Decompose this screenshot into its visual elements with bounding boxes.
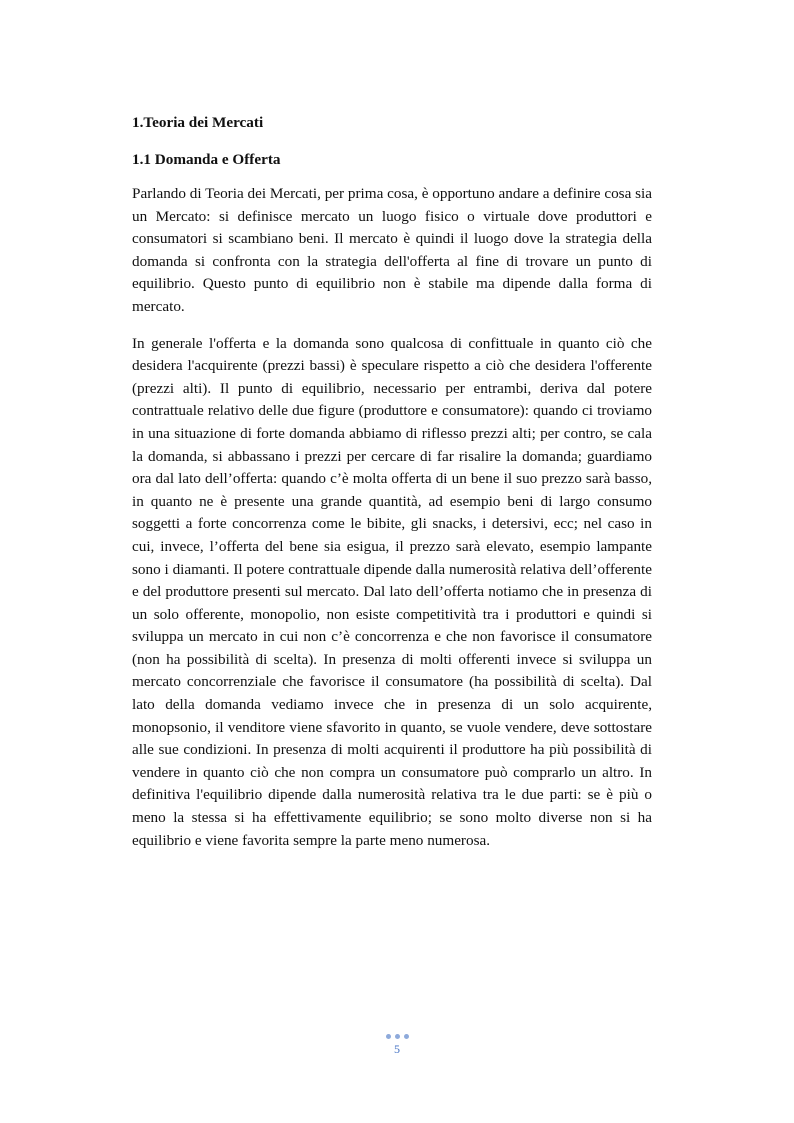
page-footer <box>0 1032 794 1057</box>
footer-dots-icon <box>0 1032 794 1040</box>
section-title: 1.1 Domanda e Offerta <box>132 151 281 168</box>
paragraph-2: In generale l'offerta e la domanda sono qualcosa di confittuale in quanto ciò che desidera l'acquirente (prezzi bassi) è speculare rispetto a ciò che desidera l'offerente (prezzi alti). Il punto di equilibrio, necessario per entrambi, deriva dal potere contrattuale relativo delle due figure (produttore e consumatore): quando ci troviamo in una situazione di forte domanda abbiamo di riflesso prezzi alti; per contro, se cala la domanda, si abbassano i prezzi per cercare di far risalire la domanda; guardiamo ora dal lato dell’offerta: quando c’è molta offerta di un bene il suo prezzo sarà basso, in quanto ne è presente una grande quantità, ad esempio beni di largo consumo soggetti a forte concorrenza come le bibite, gli snacks, i detersivi, ecc; nel caso in cui, invece, l’offerta del bene sia esigua, il prezzo sarà elevato, esempio lampante sono i diamanti. Il potere contrattuale dipende dalla numerosità relativa dell’offerente e del produttore presenti sul mercato. Dal lato dell’offerta notiamo che in presenza di un solo offerente, monopolio, non esiste competitività tra i produttori e quindi si sviluppa un mercato in cui non c’è concorrenza e che non favorisce il consumatore (non ha possibilità di scelta). In presenza di molti offerenti invece si sviluppa un mercato concorrenziale che favorisce il consumatore (ha possibilità di scelta). Dal lato della domanda vediamo invece che in presenza di un solo acquirente, monopsonio, il venditore viene sfavorito in quanto, se vuole vendere, deve sottostare alle sue condizioni. In presenza di molti acquirenti il produttore ha più possibilità di vendere in quanto ciò che non compra un consumatore può comprarlo un altro. In definitiva l'equilibrio dipende dalla numerosità relativa tra le due parti: se è più o meno la stessa si ha effettivamente equilibrio; se sono molto diverse non si ha equilibrio e viene favorita sempre la parte meno numerosa. <box>132 334 652 849</box>
page-number: 5 <box>394 1042 400 1056</box>
dot-icon <box>395 1034 400 1039</box>
document-body <box>132 112 652 866</box>
dot-icon <box>404 1034 409 1039</box>
paragraph-1: Parlando di Teoria dei Mercati, per prima cosa, è opportuno andare a definire cosa sia un Mercato: si definisce mercato un luogo fisico o virtuale dove produttori e consumatori si scambiano beni. Il mercato è quindi il luogo dove la strategia della domanda si confronta con la strategia dell'offerta al fine di trovare un punto di equilibrio. Questo punto di equilibrio non è stabile ma dipende dalla forma di mercato. <box>132 185 652 315</box>
dot-icon <box>386 1034 391 1039</box>
chapter-title: 1.Teoria dei Mercati <box>132 114 264 131</box>
